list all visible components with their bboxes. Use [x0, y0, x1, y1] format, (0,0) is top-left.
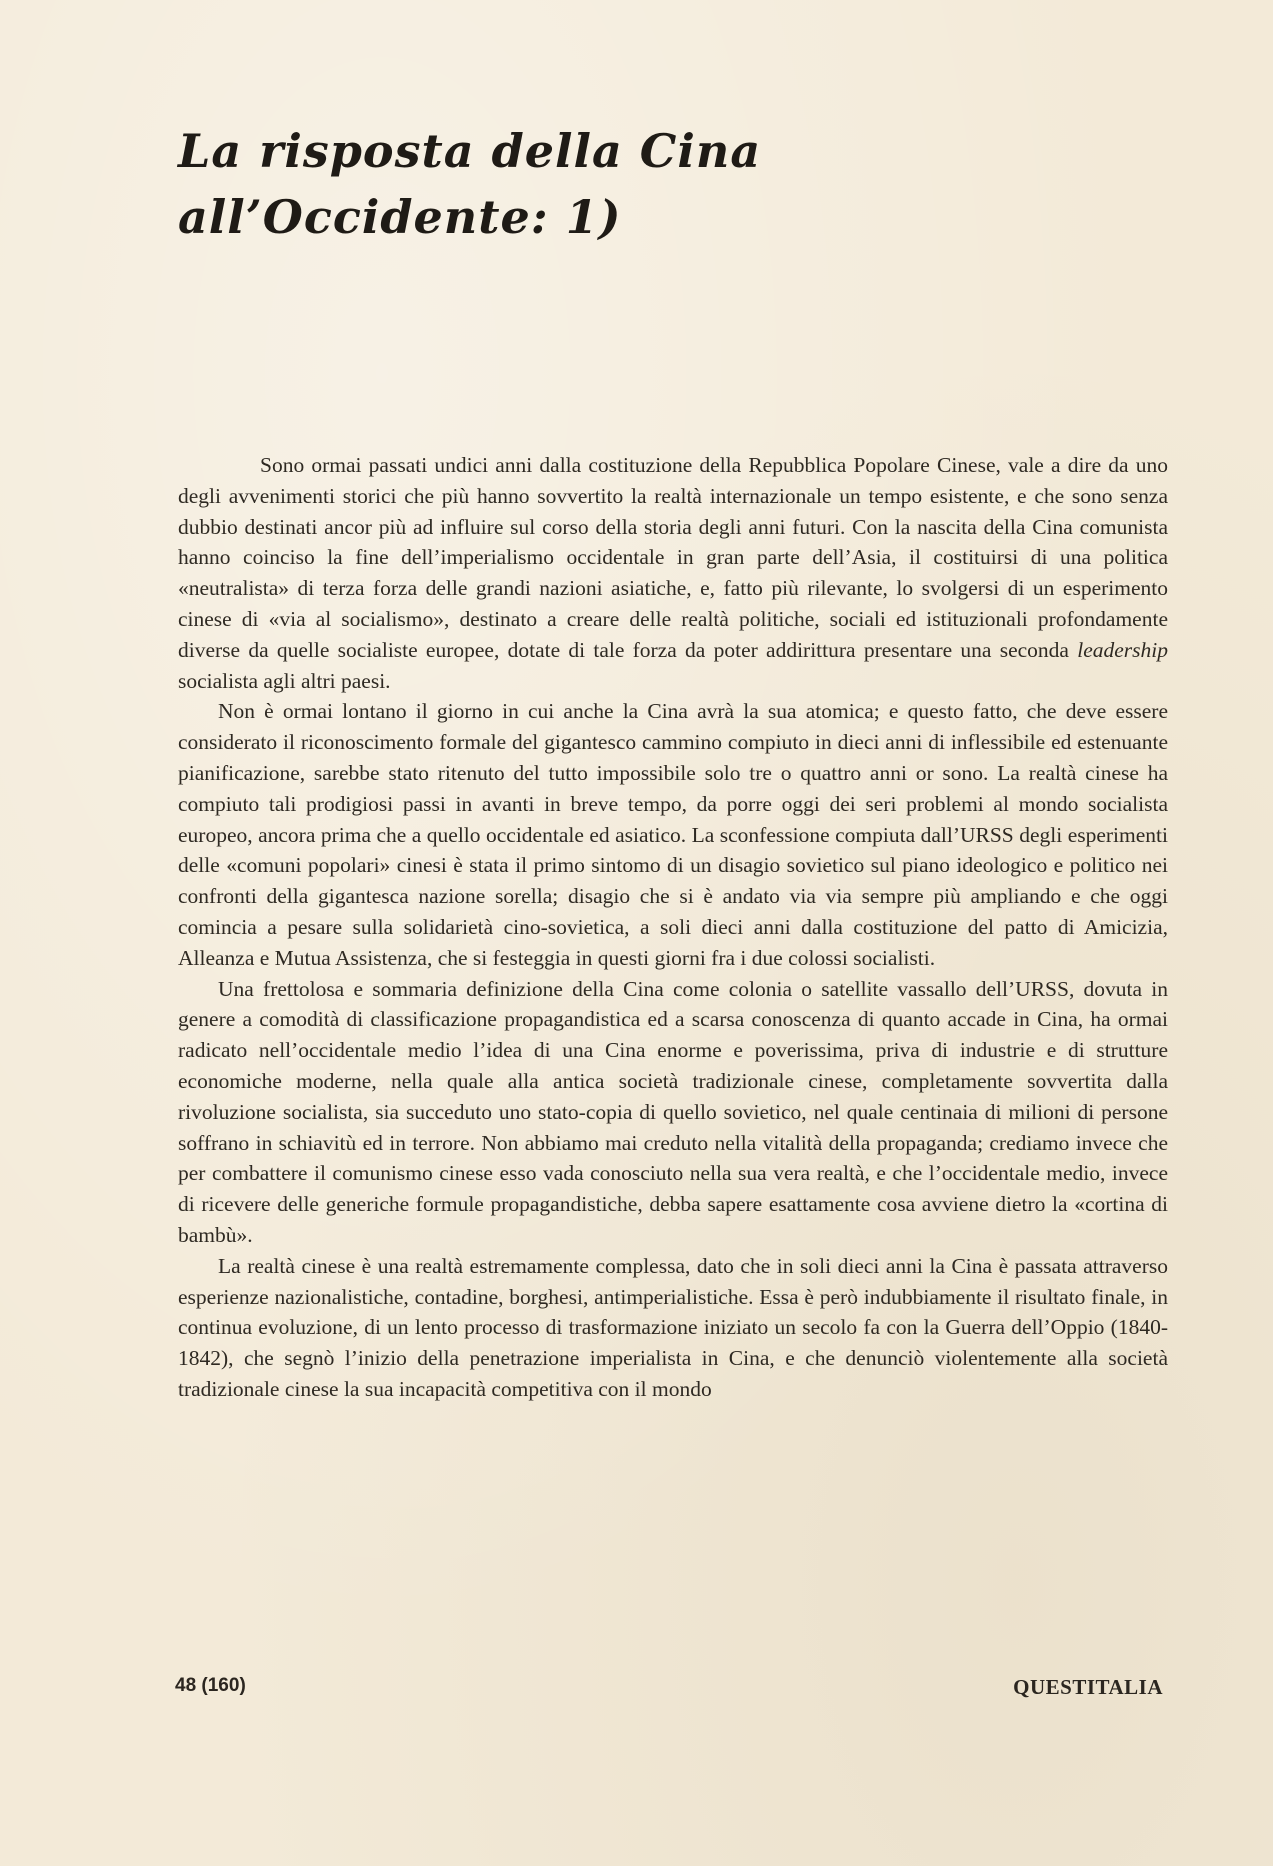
leadership-emphasis: leadership	[1077, 637, 1168, 662]
article-title-line-2: all’Occidente: 1)	[178, 190, 622, 244]
paragraph-1	[178, 450, 1168, 696]
magazine-name: QUESTITALIA	[1013, 1675, 1163, 1699]
article-title	[178, 118, 878, 250]
paragraph-4: La realtà cinese è una realtà estremamente complessa, dato che in soli dieci anni la Cina è passata attraverso esperienze nazionalistiche, contadine, borghesi, antimperialistiche. Essa è però indubbiamente il risultato finale, in continua evoluzione, di un lento processo di trasformazione iniziato un secolo fa con la Guerra dell’Oppio (1840-1842), che segnò l’inizio della penetrazione imperialista in Cina, e che denunciò violentemente alla società tradizionale cinese la sua incapacità competitiva con il mondo	[178, 1253, 1168, 1401]
paragraph-1-text: Sono ormai passati undici anni dalla costituzione della Repubblica Popolare Cinese, vale a dire da uno degli avvenimenti storici che più hanno sovvertito la realtà internazionale un tempo esistente, e che sono senza dubbio destinati ancor più ad influire sul corso della storia degli anni futuri. Con la nascita della Cina comunista hanno coinciso la fine dell’imperialismo occidentale in gran parte dell’Asia, il costituirsi di una politica «neutralista» di terza forza delle grandi nazioni asiatiche, e, fatto più rilevante, lo svolgersi di un esperimento cinese di «via al socialismo», destinato a creare delle realtà politiche, sociali ed istituzionali profondamente diverse da quelle socialiste europee, dotate di tale forza da poter addirittura presentare una seconda	[178, 453, 1168, 662]
paragraph-2: Non è ormai lontano il giorno in cui anche la Cina avrà la sua atomica; e questo fatto, che deve essere considerato il riconoscimento formale del gigantesco cammino compiuto in dieci anni di inflessibile ed estenuante pianificazione, sarebbe stato ritenuto del tutto impossibile solo tre o quattro anni or sono. La realtà cinese ha compiuto tali prodigiosi passi in avanti in breve tempo, da porre oggi dei seri problemi al mondo socialista europeo, ancora prima che a quello occidentale ed asiatico. La sconfessione compiuta dall’URSS degli esperimenti delle «comuni popolari» cinesi è stata il primo sintomo di un disagio sovietico sul piano ideologico e politico nei confronti della gigantesca nazione sorella; disagio che si è andato via via sempre più ampliando e che oggi comincia a pesare sulla solidarietà cino-sovietica, a soli dieci anni dalla costituzione del patto di Amicizia, Alleanza e Mutua Assistenza, che si festeggia in questi giorni fra i due colossi socialisti.	[178, 699, 1168, 970]
article-body	[178, 450, 1168, 1405]
page-number: 48 (160)	[175, 1675, 246, 1696]
article-title-line-1: La risposta della Cina	[178, 124, 762, 178]
paragraph-1-tail: socialista agli altri paesi.	[178, 668, 391, 693]
paragraph-3: Una frettolosa e sommaria definizione della Cina come colonia o satellite vassallo dell’URSS, dovuta in genere a comodità di classificazione propagandistica ed a scarsa conoscenza di quanto accade in Cina, ha ormai radicato nell’occidentale medio l’idea di una Cina enorme e poverissima, priva di industrie e di strutture economiche moderne, nella quale alla antica società tradizionale cinese, completamente sovvertita dalla rivoluzione socialista, sia succeduto uno stato-copia di quello sovietico, nel quale centinaia di milioni di persone soffrano in schiavitù ed in terrore. Non abbiamo mai creduto nella vitalità della propaganda; crediamo invece che per combattere il comunismo cinese esso vada conosciuto nella sua vera realtà, e che l’occidentale medio, invece di ricevere delle generiche formule propagandistiche, debba sapere esattamente cosa avviene dietro la «cortina di bambù».	[178, 976, 1168, 1247]
